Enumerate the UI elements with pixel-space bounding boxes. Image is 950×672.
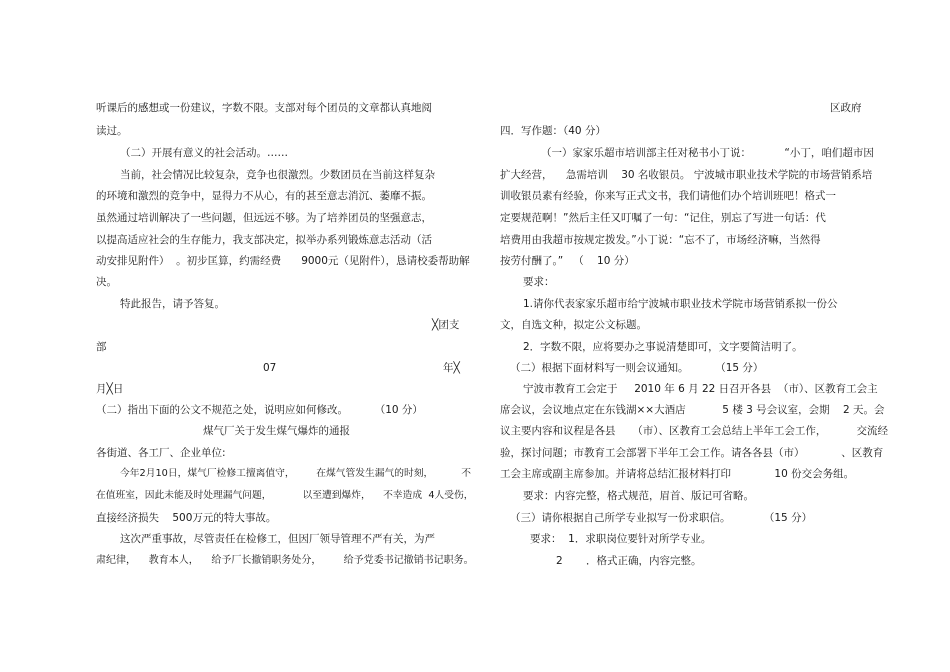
requirement-item: 文，自选文种，拟定公文标题。 [500, 319, 647, 331]
body-text-line: 各街道、各工厂、企业单位: [96, 447, 226, 459]
body-text-line: 培费用由我超市按规定拨发。”小丁说：“忘不了，市场经济嘛，当然得 [500, 234, 821, 246]
body-text-line: 读过。 [96, 125, 128, 137]
question-heading: （二）根据下面材料写一则会议通知。 （15 分） [510, 362, 764, 374]
body-text-line: 听课后的感想或一份建议，字数不限。支部对每个团员的文章都认真地阅 [96, 102, 432, 114]
body-text-line: 宁波市教育工会定于 2010 年 6 月 22 日召开各县 （市）、区教育工会主 [523, 383, 878, 395]
body-text-line: 当前，社会情况比较复杂，竞争也很激烈。少数团员在当前这样复杂 [120, 169, 435, 181]
question-heading: （一）家家乐超市培训部主任对秘书小丁说： “小丁，咱们超市因 [541, 147, 874, 159]
requirements-label: 要求： [523, 276, 555, 288]
section-heading: （二）开展有意义的社会活动。…… [120, 147, 288, 159]
requirement-item: 要求： 1．求职岗位要针对所学专业。 [530, 533, 712, 545]
body-text-line: 决。 [96, 276, 117, 288]
requirement-item: 2 ．格式正确，内容完整。 [556, 555, 702, 567]
body-text-line: 定要规范啊！”然后主任又叮嘱了一句：“记住，别忘了写进一句话：代 [500, 212, 826, 224]
body-text-line: 训收银员素有经验，你来写正式文书，我们请他们办个培训班吧！格式一 [500, 190, 836, 202]
question-heading: （三）请你根据自己所学专业拟写一份求职信。 （15 分） [510, 512, 813, 524]
body-text-line: 动安排见附件） 。初步匡算，约需经费 9000元（见附件），恳请校委帮助解 [96, 255, 470, 267]
body-text-line: 验，探讨问题；市教育工会部署下半年工会工作。请各各县（市） 、区教育 [500, 447, 884, 459]
body-text-line: 肃纪律， 教育本人， 给予厂长撤销职务处分， 给予党委书记撤销书记职务。 [96, 555, 474, 566]
body-text-line: 直接经济损失 500万元的特大事故。 [96, 512, 277, 524]
requirement-item: 2．字数不限，应将要办之事说清楚即可，文字要简洁明了。 [523, 341, 803, 353]
body-text-line: 在值班室，因此未能及时处理漏气问题， 以至遭到爆炸， 不幸造成 4人受伤， [96, 490, 474, 501]
body-text-line: 按劳付酬了。” （ 10 分） [500, 255, 635, 267]
requirements-label: 要求：内容完整，格式规范，眉首、版记可省略。 [523, 490, 754, 502]
signature-date: 月╳日 [96, 383, 124, 395]
body-text-line: 席会议，会议地点定在东钱湖××大酒店 5 楼 3 号会议室，会期 2 天。会 [500, 404, 885, 416]
body-text-line: 虽然通过培训解决了一些问题，但远远不够。为了培养团员的坚强意志， [96, 212, 432, 224]
document-title: 煤气厂关于发生煤气爆炸的通报 [203, 425, 350, 437]
signature-date: 07 [263, 362, 277, 374]
body-text-line: 特此报告，请予答复。 [120, 298, 225, 310]
body-text-line: 以提高适应社会的生存能力，我支部决定，拟举办系列锻炼意志活动（活 [96, 234, 432, 246]
section-heading: 四．写作题：（40 分） [500, 125, 606, 137]
signature-organization: 部 [96, 341, 107, 353]
signature-organization: ╳团支 [432, 319, 460, 331]
requirement-item: 1.请你代表家家乐超市给宁波城市职业技术学院市场营销系拟一份公 [523, 298, 838, 310]
question-heading: （二）指出下面的公文不规范之处，说明应如何修改。 （10 分） [96, 404, 423, 416]
signature-date: 年╳ [443, 362, 460, 374]
body-text-line: 扩大经营， 急需培训 30 名收银员。 宁波城市职业技术学院的市场营销系培 [500, 169, 873, 181]
body-text-line: 的环境和激烈的竞争中，显得力不从心，有的甚至意志消沉、萎靡不振。 [96, 190, 432, 202]
body-text-line: 区政府 [830, 102, 862, 114]
body-text-line: 这次严重事故，尽管责任在检修工，但因厂领导管理不严有关，为严 [120, 533, 435, 545]
body-text-line: 议主要内容和议程是各县 （市）、区教育工会总结上半年工会工作， 交流经 [500, 425, 888, 437]
body-text-line: 今年2月10日，煤气厂检修工擅离值守， 在煤气管发生漏气的时刻， 不 [120, 468, 471, 479]
body-text-line: 工会主席或副主席参加。并请将总结汇报材料打印 10 份交会务组。 [500, 468, 855, 480]
